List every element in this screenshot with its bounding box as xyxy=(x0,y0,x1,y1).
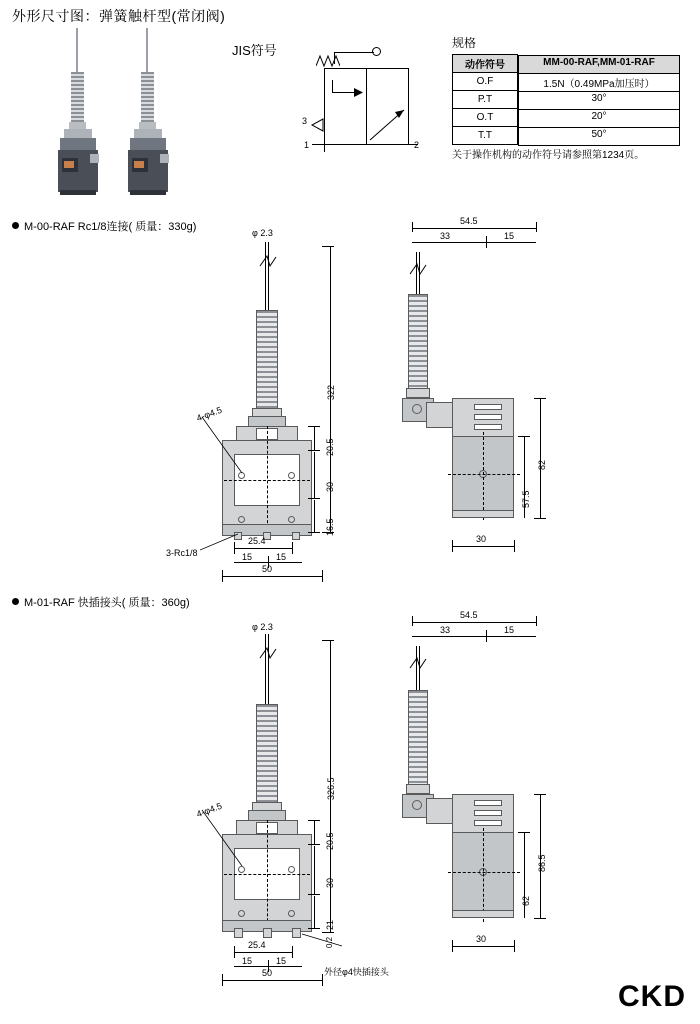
fig2-side-b: 15 xyxy=(504,625,515,635)
fig1-dim-c: 16.5 xyxy=(325,518,335,536)
fig2-side-top: 54.5 xyxy=(460,610,478,620)
fig1-phi-label: φ 2.3 xyxy=(252,228,273,238)
fig1-total-height: 322 xyxy=(326,384,336,400)
table-row xyxy=(453,91,519,109)
fig2-dim-d: 0.2 xyxy=(325,936,334,948)
spec-cell-value: 1.5N（0.49MPa加压时） xyxy=(518,73,680,92)
spec-cell-value: 30° xyxy=(518,91,680,110)
jis-port-3: 3 xyxy=(302,116,308,126)
brand-logo: CKD xyxy=(618,980,686,1013)
fig1-dim-w2: 15 xyxy=(242,552,253,562)
jis-symbol-diagram xyxy=(302,46,420,156)
fig2-hole-label: 4-φ4.5 xyxy=(195,800,224,820)
figure-2-side-view xyxy=(400,626,570,946)
spec-table xyxy=(452,54,655,145)
fig1-side-h1: 82 xyxy=(537,459,547,470)
fig2-side-h1: 86.5 xyxy=(537,854,547,872)
table-row xyxy=(453,55,519,73)
spec-header-symbol: 动作符号 xyxy=(453,55,518,73)
spec-table-wrapper xyxy=(452,34,655,145)
figure-1-heading-text: M-00-RAF Rc1/8连接( 质量：330g) xyxy=(24,221,197,233)
figure-1-heading xyxy=(12,218,196,234)
bullet-dot xyxy=(12,598,19,605)
fig1-dim-a: 20.5 xyxy=(325,438,335,456)
fig1-side-top: 54.5 xyxy=(460,216,478,226)
fig1-side-w: 30 xyxy=(476,534,487,544)
fig1-dim-w4: 50 xyxy=(262,564,273,574)
figure-1-side-view xyxy=(400,232,570,552)
spec-note: 关于操作机构的动作符号请参照第1234页。 xyxy=(452,150,645,161)
figure-2-heading-text: M-01-RAF 快插接头( 质量：360g) xyxy=(24,597,190,609)
fig1-dim-w1: 25.4 xyxy=(248,536,266,546)
jis-port-1: 1 xyxy=(304,140,310,150)
page-title: 外形尺寸图：弹簧触杆型(常闭阀) xyxy=(12,8,226,24)
fig1-dim-w3: 15 xyxy=(276,552,287,562)
fig2-dim-a: 20.5 xyxy=(325,832,335,850)
spec-cell-symbol: P.T xyxy=(453,91,518,109)
fig1-hole-label: 4-φ4.5 xyxy=(195,404,224,424)
fig2-dim-w3: 15 xyxy=(276,956,287,966)
spec-caption: 规格 xyxy=(452,36,477,50)
product-photo-left xyxy=(50,28,110,188)
figure-2-heading xyxy=(12,594,190,610)
fig2-phi-label: φ 2.3 xyxy=(252,622,273,632)
spec-header-model: MM-00-RAF,MM-01-RAF xyxy=(518,55,680,74)
fig2-side-h2: 62 xyxy=(521,895,531,906)
table-row xyxy=(453,109,519,127)
fig2-dim-w1: 25.4 xyxy=(248,940,266,950)
fig1-side-a: 33 xyxy=(440,231,451,241)
spec-cell-symbol: O.F xyxy=(453,73,518,91)
spec-cell-symbol: T.T xyxy=(453,127,518,145)
fig2-dim-b: 30 xyxy=(325,877,335,888)
fig2-port-label: 外径φ4快插接头 xyxy=(324,967,389,977)
fig1-dim-b: 30 xyxy=(325,481,335,492)
spec-cell-value: 20° xyxy=(518,109,680,128)
fig2-side-a: 33 xyxy=(440,625,451,635)
bullet-dot xyxy=(12,222,19,229)
fig1-side-b: 15 xyxy=(504,231,515,241)
table-row xyxy=(453,73,519,91)
spec-cell-value: 50° xyxy=(518,127,680,146)
jis-symbol-title: JIS符号 xyxy=(232,43,277,58)
fig1-port-label: 3-Rc1/8 xyxy=(166,548,198,558)
product-photo-right xyxy=(120,28,180,188)
fig2-side-w: 30 xyxy=(476,934,487,944)
fig2-total-height: 326.5 xyxy=(326,777,336,800)
fig2-dim-w4: 50 xyxy=(262,968,273,978)
jis-port-2: 2 xyxy=(414,140,420,150)
fig2-dim-w2: 15 xyxy=(242,956,253,966)
spec-cell-symbol: O.T xyxy=(453,109,518,127)
fig2-dim-c: 21 xyxy=(325,919,335,930)
table-row xyxy=(453,127,519,145)
fig1-side-h2: 57.5 xyxy=(521,490,531,508)
